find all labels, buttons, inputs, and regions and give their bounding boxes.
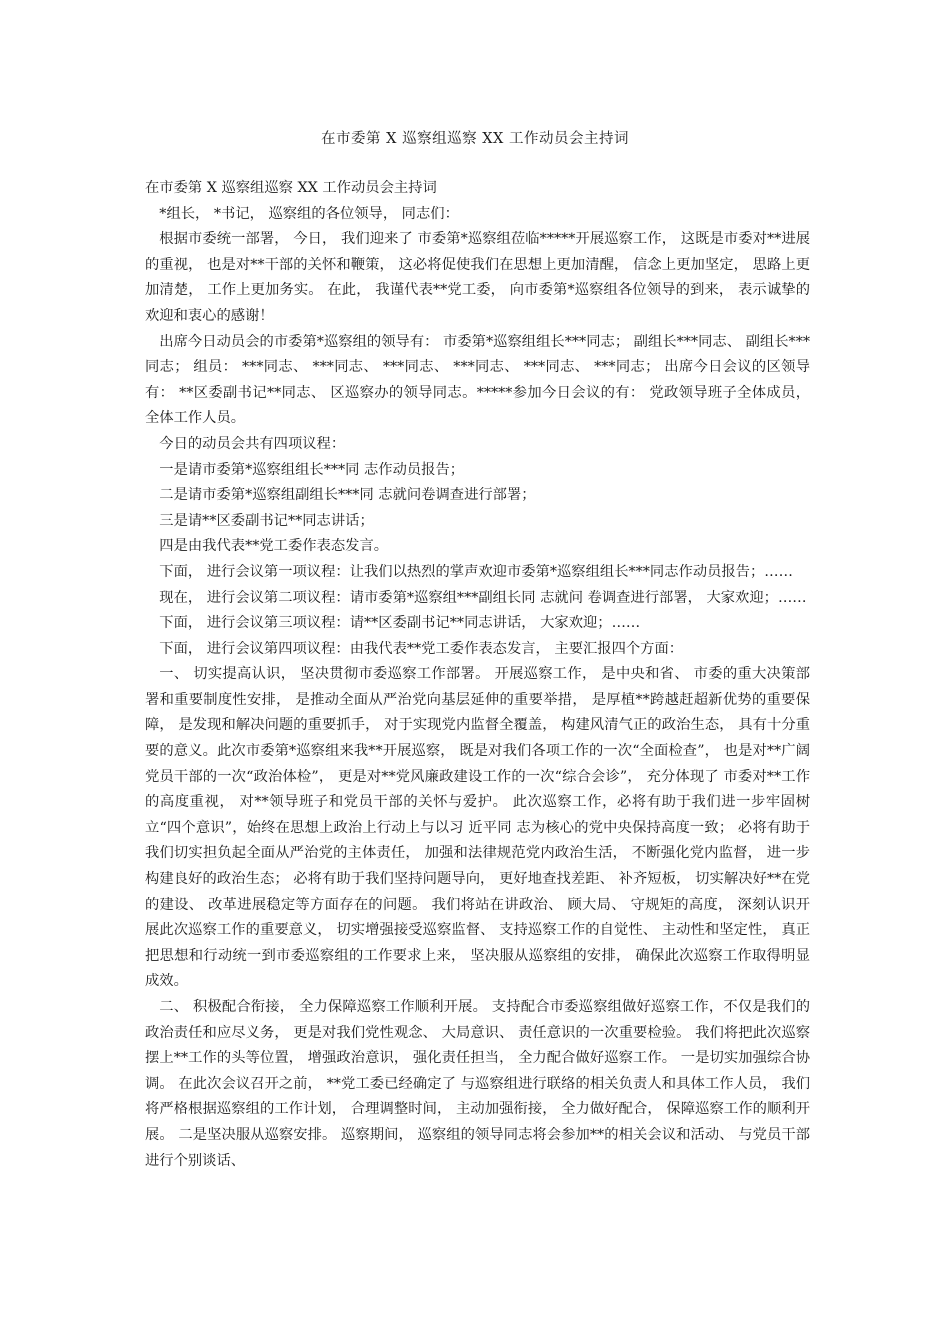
paragraph: 出席今日动员会的市委第*巡察组的领导有： 市委第*巡察组组长***同志； 副组长***同志、 副组长***同志； 组员： ***同志、 ***同志、 ***同志、 ***同志、 ***同志、 ***同志； 出席今日会议的区领导有： **区委副书记**同志、 区巡察办的领导同志。*****参加今日会议的有： 党政领导班子全体成员， 全体工作人员。 (145, 333, 810, 427)
paragraph: 根据市委统一部署， 今日， 我们迎来了 市委第*巡察组莅临*****开展巡察工作， 这既是市委对**进展的重视， 也是对**干部的关怀和鞭策， 这必将促使我们在思想上更加清醒， 信念上更加坚定， 思路上更加清楚， 工作上更加务实。 在此， 我谨代表**党工委， 向市委第*巡察组各位领导的到来， 表示诚挚的欢迎和衷心的感谢！ (145, 231, 810, 324)
section-two: 二、 积极配合衔接， 全力保障巡察工作顺利开展。 支持配合市委巡察组做好巡察工作，不仅是我们的政治责任和应尽义务， 更是对我们党性观念、 大局意识、 责任意识的一次重要检验。 我们将把此次巡察摆上**工作的头等位置， 增强政治意识， 强化责任担当， 全力配合做好巡察工作。 一是切实加强综合协调。 在此次会议召开之前， **党工委已经确定了 与巡察组进行联络的相关负责人和具体工作人员， 我们将严格根据巡察组的工作计划， 合理调整时间， 主动加强衔接， 全力做好配合， 保障巡察工作的顺利开展。 二是坚决服从巡察安排。 巡察期间， 巡察组的领导同志将会参加**的相关会议和活动、 与党员干部进行个别谈话、 (145, 999, 810, 1169)
paragraph: 下面， 进行会议第四项议程：由我代表**党工委作表态发言， 主要汇报四个方面： (159, 640, 684, 657)
page-title: 在市委第 X 巡察组巡察 XX 工作动员会主持词 (321, 131, 629, 147)
salutation: *组长， *书记， 巡察组的各位领导， 同志们： (159, 205, 459, 222)
document-heading: 在市委第 X 巡察组巡察 XX 工作动员会主持词 (145, 180, 437, 196)
document-body (145, 176, 810, 1174)
paragraph: 下面， 进行会议第三项议程：请**区委副书记**同志讲话， 大家欢迎；…… (159, 615, 641, 632)
agenda-item: 一是请市委第*巡察组组长***同 志作动员报告； (159, 461, 465, 478)
paragraph: 下面， 进行会议第一项议程：让我们以热烈的掌声欢迎市委第*巡察组组长***同志作动员报告；…… (159, 563, 793, 580)
agenda-item: 四是由我代表**党工委作表态发言。 (159, 538, 389, 555)
agenda-item: 三是请**区委副书记**同志讲话； (159, 512, 374, 529)
paragraph: 现在， 进行会议第二项议程：请市委第*巡察组***副组长同 志就问 卷调查进行部署， 大家欢迎；…… (159, 589, 807, 606)
section-one: 一、 切实提高认识， 坚决贯彻市委巡察工作部署。 开展巡察工作， 是中央和省、 市委的重大决策部署和重要制度性安排， 是推动全面从严治党向基层延伸的重要举措， 是厚植**跨越赶超新优势的重要保障， 是发现和解决问题的重要抓手， 对于实现党内监督全覆盖， 构建风清气正的政治生态， 具有十分重要的意义。此次市委第*巡察组来我**开展巡察， 既是对我们各项工作的一次“全面检查”， 也是对**广阔党员干部的一次“政治体检”， 更是对**党风廉政建设工作的一次“综合会诊”， 充分体现了 市委对**工作的高度重视， 对**领导班子和党员干部的关怀与爱护。 此次巡察工作，必将有助于我们进一步牢固树立“四个意识”，始终在思想上政治上行动上与以习 近平同 志为核心的党中央保持高度一致； 必将有助于我们切实担负起全面从严治党的主体责任， 加强和法律规范党内政治生活， 不断强化党内监督， 进一步构建良好的政治生态； 必将有助于我们坚持问题导向， 更好地查找差距、 补齐短板， 切实解决好**在党的建设、 改革进展稳定等方面存在的问题。 我们将站在讲政治、 顾大局、 守规矩的高度， 深刻认识开展此次巡察工作的重要意义， 切实增强接受巡察监督、 支持巡察工作的自觉性、 主动性和坚定性， 真正把思想和行动统一到市委巡察组的工作要求上来， 坚决服从巡察组的安排， 确保此次巡察工作取得明显成效。 (145, 666, 810, 990)
agenda-item: 二是请市委第*巡察组副组长***同 志就问卷调查进行部署； (159, 487, 536, 504)
paragraph: 今日的动员会共有四项议程： (159, 435, 346, 452)
